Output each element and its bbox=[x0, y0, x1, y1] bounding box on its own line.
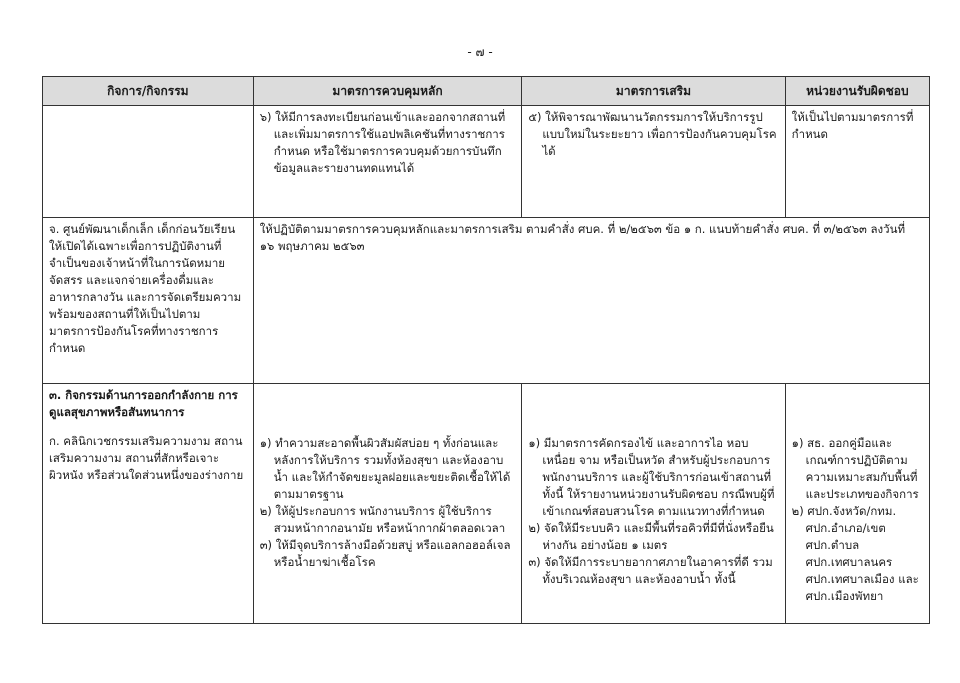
row3-main-measures bbox=[253, 384, 522, 624]
header-main-measures: มาตรการควบคุมหลัก bbox=[253, 77, 522, 106]
row1-main-measure: ๖) ให้มีการลงทะเบียนก่อนเข้าและออกจากสถานที่ และเพิ่มมาตรการใช้แอปพลิเคชันที่ทางราชการกำหนด หรือใช้มาตรการควบคุมด้วยการบันทึกข้อมูลและรายงานทดแทนได้ bbox=[253, 106, 522, 218]
section-title: ๓. กิจกรรมด้านการออกกำลังกาย การดูแลสุขภาพหรือสันทนาการ bbox=[49, 388, 238, 419]
list-item: ๑) ทำความสะอาดพื้นผิวสัมผัสบ่อย ๆ ทั้งก่อนและหลังการให้บริการ รวมทั้งห้องสุขา และห้องอาบน้ำ และให้กำจัดขยะมูลฝอยและขยะติดเชื้อให้ได้ตามมาตรฐาน bbox=[259, 436, 511, 501]
list-item: ๒) จัดให้มีระบบคิว และมีพื้นที่รอคิวที่มีที่นั่งหรือยืนห่างกัน อย่างน้อย ๑ เมตร bbox=[528, 521, 774, 552]
row3-responsible bbox=[785, 384, 929, 624]
clinic-activity: ก. คลินิกเวชกรรมเสริมความงาม สถานเสริมความงาม สถานที่สักหรือเจาะผิวหนัง หรือส่วนใดส่วนหนึ่งของร่างกาย bbox=[49, 434, 244, 482]
list-item: ๒) ศปก.จังหวัด/กทม. ศปก.อำเภอ/เขต ศปก.ตำบล ศปก.เทศบาลนคร ศปก.เทศบาลเมือง และ ศปก.เมืองพัทยา bbox=[791, 504, 919, 603]
table-header-row bbox=[43, 77, 930, 106]
row1-extra-measure: ๕) ให้พิจารณาพัฒนานวัตกรรมการให้บริการรูปแบบใหม่ในระยะยาว เพื่อการป้องกันควบคุมโรคได้ bbox=[522, 106, 785, 218]
page-number: - ๗ - bbox=[467, 45, 493, 59]
header-activity: กิจการ/กิจกรรม bbox=[43, 77, 254, 106]
list-item: ๑) มีมาตรการคัดกรองไข้ และอาการไอ หอบเหนื่อย จาม หรือเป็นหวัด สำหรับผู้ประกอบการ พนักงานบริการ และผู้ใช้บริการก่อนเข้าสถานที่ ทั้งนี้ ให้รายงานหน่วยงานรับผิดชอบ กรณีพบผู้ที่เข้าเกณฑ์สอบสวนโรค ตามแนวทางที่กำหนด bbox=[528, 436, 775, 518]
header-responsible: หน่วยงานรับผิดชอบ bbox=[785, 77, 929, 106]
measures-table bbox=[42, 76, 930, 624]
row3-extra-measures bbox=[522, 384, 785, 624]
row2-merged-measure: ให้ปฏิบัติตามมาตรการควบคุมหลักและมาตรการเสริม ตามคำสั่ง ศบค. ที่ ๒/๒๕๖๓ ข้อ ๑ ก. แนบท้ายคำสั่ง ศบค. ที่ ๓/๒๕๖๓ ลงวันที่ ๑๖ พฤษภาคม ๒๕๖๓ bbox=[253, 218, 929, 384]
row3-activity bbox=[43, 384, 254, 624]
list-item: ๑) สธ. ออกคู่มือและเกณฑ์การปฏิบัติตามความเหมาะสมกับพื้นที่และประเภทของกิจการ bbox=[791, 436, 919, 501]
list-item: ๓) ให้มีจุดบริการล้างมือด้วยสบู่ หรือแอลกอฮอล์เจล หรือน้ำยาฆ่าเชื้อโรค bbox=[259, 538, 511, 569]
list-item: ๒) ให้ผู้ประกอบการ พนักงานบริการ ผู้ใช้บริการ สวมหน้ากากอนามัย หรือหน้ากากผ้าตลอดเวลา bbox=[259, 504, 506, 535]
row1-responsible: ให้เป็นไปตามมาตรการที่กำหนด bbox=[785, 106, 929, 218]
table-row bbox=[43, 218, 930, 384]
list-item: ๓) จัดให้มีการระบายอากาศภายในอาคารที่ดี รวมทั้งบริเวณห้องสุขา และห้องอาบน้ำ ทั้งนี้ bbox=[528, 555, 773, 586]
row1-activity bbox=[43, 106, 254, 218]
table-row bbox=[43, 384, 930, 624]
row2-activity: จ. ศูนย์พัฒนาเด็กเล็ก เด็กก่อนวัยเรียน ให้เปิดได้เฉพาะเพื่อการปฏิบัติงานที่จำเป็นของเจ้าหน้าที่ในการนัดหมาย จัดสรร และแจกจ่ายเครื่องดื่มและอาหารกลางวัน และการจัดเตรียมความพร้อมของสถานที่ให้เป็นไปตามมาตรการป้องกันโรคที่ทางราชการกำหนด bbox=[43, 218, 254, 384]
header-extra-measures: มาตรการเสริม bbox=[522, 77, 785, 106]
table-row bbox=[43, 106, 930, 218]
